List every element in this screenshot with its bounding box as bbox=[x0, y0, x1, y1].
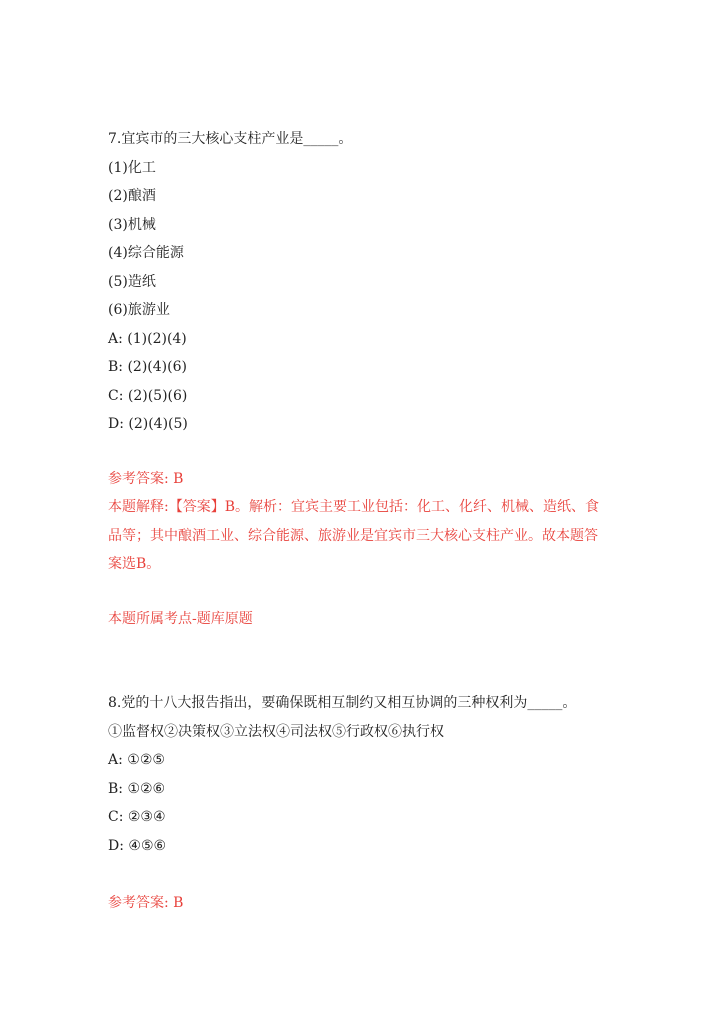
question-8 bbox=[108, 689, 608, 860]
option-c: C: (2)(5)(6) bbox=[108, 387, 188, 404]
question-item: (5)造纸 bbox=[108, 273, 156, 290]
question-item: ①监督权②决策权③立法权④司法权⑤行政权⑥执行权 bbox=[108, 723, 444, 740]
question-stem: 7.宜宾市的三大核心支柱产业是_____。 bbox=[108, 131, 353, 147]
question-item: (2)酿酒 bbox=[108, 188, 156, 204]
question-item: (6)旅游业 bbox=[108, 302, 170, 318]
question-item: (3)机械 bbox=[108, 216, 156, 233]
option-b: B: (2)(4)(6) bbox=[108, 359, 187, 375]
reference-answer: 参考答案: B bbox=[108, 895, 184, 911]
option-c: C: ②③④ bbox=[108, 809, 166, 825]
reference-answer: 参考答案: B bbox=[108, 471, 184, 487]
question-stem: 8.党的十八大报告指出，要确保既相互制约又相互协调的三种权利为_____。 bbox=[108, 695, 577, 711]
question-source: 本题所属考点-题库原题 bbox=[108, 611, 253, 627]
option-a: A: ①②⑤ bbox=[108, 752, 165, 768]
question-item: (4)综合能源 bbox=[108, 245, 184, 261]
option-a: A: (1)(2)(4) bbox=[108, 330, 187, 347]
question-7 bbox=[108, 125, 608, 439]
question-item: (1)化工 bbox=[108, 159, 156, 176]
option-d: D: ④⑤⑥ bbox=[108, 837, 167, 854]
option-d: D: (2)(4)(5) bbox=[108, 416, 188, 432]
option-b: B: ①②⑥ bbox=[108, 780, 166, 797]
answer-explanation: 本题解释:【答案】B。解析：宜宾主要工业包括：化工、化纤、机械、造纸、食品等；其中酿酒工业、综合能源、旅游业是宜宾市三大核心支柱产业。故本题答案选B。 bbox=[108, 499, 600, 572]
